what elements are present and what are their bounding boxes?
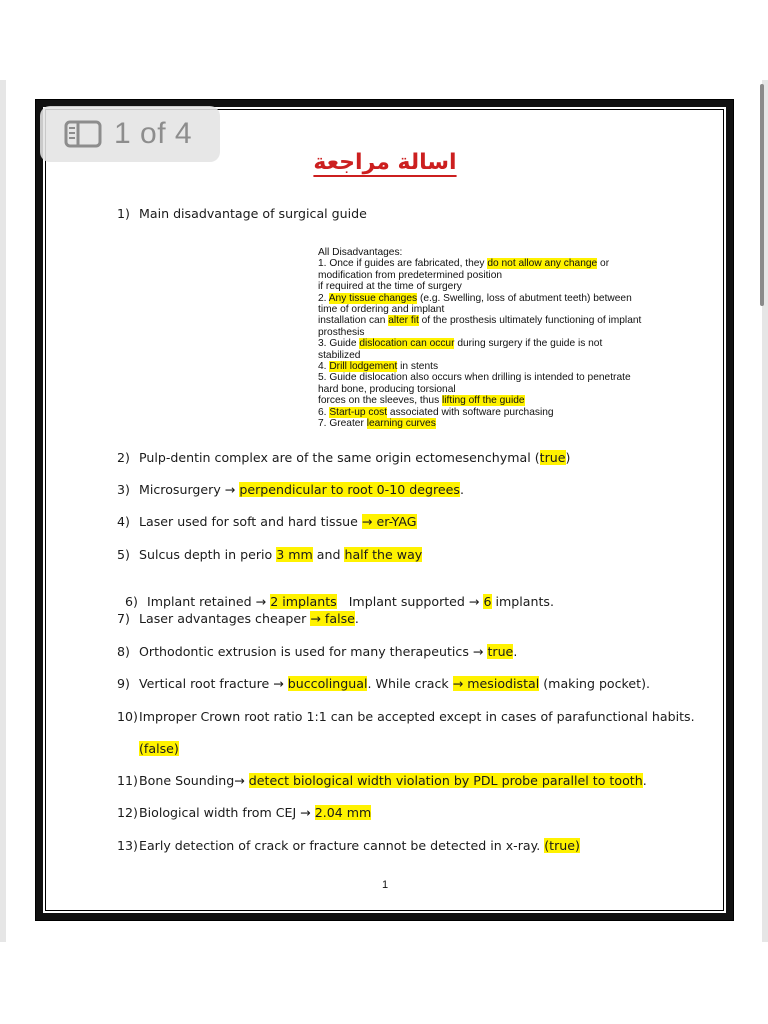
- question-13: [117, 838, 580, 853]
- question-text: . While crack: [367, 676, 453, 691]
- highlight: 2 implants: [270, 594, 337, 609]
- highlight: true: [487, 644, 514, 659]
- question-6: [117, 579, 554, 609]
- note-line: modification from predetermined position: [318, 269, 503, 281]
- question-10-answer: [139, 741, 179, 756]
- question-4: [117, 514, 417, 529]
- note-text: of the prosthesis ultimately functioning of implant: [418, 315, 642, 327]
- note-line: [318, 361, 683, 372]
- question-text: and: [312, 547, 345, 562]
- question-number: 10): [117, 709, 138, 724]
- disadvantages-note: [318, 247, 683, 430]
- question-text: Vertical root fracture →: [139, 676, 288, 691]
- question-text: implants.: [491, 594, 554, 609]
- question-number: 7): [117, 611, 130, 626]
- note-line: prosthesis: [318, 326, 365, 338]
- note-text: during surgery if the guide is not: [454, 338, 603, 350]
- note-text: (e.g. Swelling, loss of abutment teeth) between: [417, 292, 632, 304]
- question-text: Main disadvantage of surgical guide: [139, 206, 367, 221]
- highlight: lifting off the guide: [442, 395, 525, 407]
- note-line: [318, 293, 683, 304]
- highlight: half the way: [344, 547, 423, 562]
- highlight: Start-up cost: [329, 406, 388, 418]
- question-text: Laser advantages cheaper: [139, 611, 311, 626]
- page-indicator-text: 1 of 4: [114, 117, 193, 150]
- highlight: → mesiodistal: [452, 676, 540, 691]
- note-line: [318, 395, 683, 406]
- document-page: [36, 100, 733, 920]
- note-text: or: [597, 258, 610, 270]
- page-number: 1: [381, 879, 389, 891]
- viewer-gutter-left: [0, 80, 6, 942]
- question-text: Implant retained →: [147, 594, 271, 609]
- highlight: 3 mm: [276, 547, 313, 562]
- note-text: 2.: [318, 292, 329, 304]
- question-7: [117, 611, 359, 626]
- question-number: 12): [117, 805, 138, 820]
- highlight: learning curves: [366, 418, 436, 430]
- question-text: .: [459, 482, 464, 497]
- question-5: [117, 547, 422, 562]
- highlight: Any tissue changes: [328, 292, 418, 304]
- sidebar-icon: [64, 120, 102, 148]
- note-line: All Disadvantages:: [318, 247, 403, 258]
- note-line: [318, 315, 683, 326]
- question-11: [117, 773, 647, 788]
- highlight: dislocation can occur: [359, 338, 455, 350]
- question-number: 13): [117, 838, 138, 853]
- question-text: Orthodontic extrusion is used for many therapeutics →: [139, 644, 488, 659]
- note-line: [318, 418, 683, 429]
- note-text: 3. Guide: [318, 338, 360, 350]
- question-1: [117, 206, 367, 221]
- question-3: [117, 482, 464, 497]
- note-line: hard bone, producing torsional: [318, 383, 456, 395]
- question-number: 2): [117, 450, 130, 465]
- question-text: Microsurgery →: [139, 482, 240, 497]
- question-12: [117, 805, 371, 820]
- highlight: → false: [310, 611, 355, 626]
- highlight: 2.04 mm: [314, 805, 372, 820]
- question-number: 9): [117, 676, 130, 691]
- note-line: if required at the time of surgery: [318, 281, 462, 293]
- question-text: Improper Crown root ratio 1:1 can be accepted except in cases of parafunctional habits.: [139, 709, 695, 724]
- highlight: Drill lodgement: [329, 361, 398, 373]
- highlight: perpendicular to root 0-10 degrees: [239, 482, 460, 497]
- vertical-scrollbar[interactable]: [760, 84, 764, 306]
- note-text: 7. Greater: [318, 418, 367, 430]
- note-text: 6.: [318, 406, 330, 418]
- question-text: Early detection of crack or fracture cannot be detected in x-ray.: [139, 838, 545, 853]
- question-number: 4): [117, 514, 130, 529]
- highlight: detect biological width violation by PDL probe parallel to tooth: [248, 773, 643, 788]
- highlight: 6: [483, 594, 492, 609]
- question-10: [117, 709, 695, 724]
- note-text: 4.: [318, 361, 330, 373]
- highlight: (true): [544, 838, 580, 853]
- note-text: installation can: [318, 315, 389, 327]
- question-text: ): [565, 450, 571, 465]
- note-line: [318, 258, 683, 269]
- note-text: 1. Once if guides are fabricated, they: [318, 258, 488, 270]
- highlight: (false): [139, 741, 179, 756]
- question-text: (making pocket).: [539, 676, 651, 691]
- question-text: Laser used for soft and hard tissue: [139, 514, 362, 529]
- note-line: time of ordering and implant: [318, 304, 445, 316]
- question-text: .: [354, 611, 359, 626]
- question-text: .: [642, 773, 647, 788]
- highlight: buccolingual: [287, 676, 368, 691]
- question-number: 11): [117, 773, 138, 788]
- note-text: in stents: [397, 361, 439, 373]
- question-number: 1): [117, 206, 130, 221]
- question-9: [117, 676, 650, 691]
- question-text: .: [513, 644, 518, 659]
- highlight: true: [539, 450, 566, 465]
- question-text: Bone Sounding→: [139, 773, 249, 788]
- question-number: 3): [117, 482, 130, 497]
- highlight: → er-YAG: [361, 514, 417, 529]
- page-indicator[interactable]: [40, 106, 220, 162]
- question-number: 5): [117, 547, 130, 562]
- question-text: Pulp-dentin complex are of the same origin ectomesenchymal (: [139, 450, 540, 465]
- document-title: اسالة مراجعة: [313, 150, 457, 175]
- note-line: 5. Guide dislocation also occurs when drilling is intended to penetrate: [318, 372, 631, 384]
- question-text: Implant supported →: [336, 594, 484, 609]
- question-8: [117, 644, 517, 659]
- note-line: [318, 338, 683, 349]
- note-text: forces on the sleeves, thus: [318, 395, 443, 407]
- question-number: 6): [125, 594, 138, 609]
- question-text: Biological width from CEJ →: [139, 805, 315, 820]
- highlight: alter fit: [388, 315, 419, 327]
- note-line: stabilized: [318, 349, 361, 361]
- question-text: Sulcus depth in perio: [139, 547, 277, 562]
- note-line: [318, 407, 683, 418]
- highlight: do not allow any change: [487, 258, 598, 270]
- note-text: associated with software purchasing: [387, 406, 554, 418]
- question-number: 8): [117, 644, 130, 659]
- question-2: [117, 450, 570, 465]
